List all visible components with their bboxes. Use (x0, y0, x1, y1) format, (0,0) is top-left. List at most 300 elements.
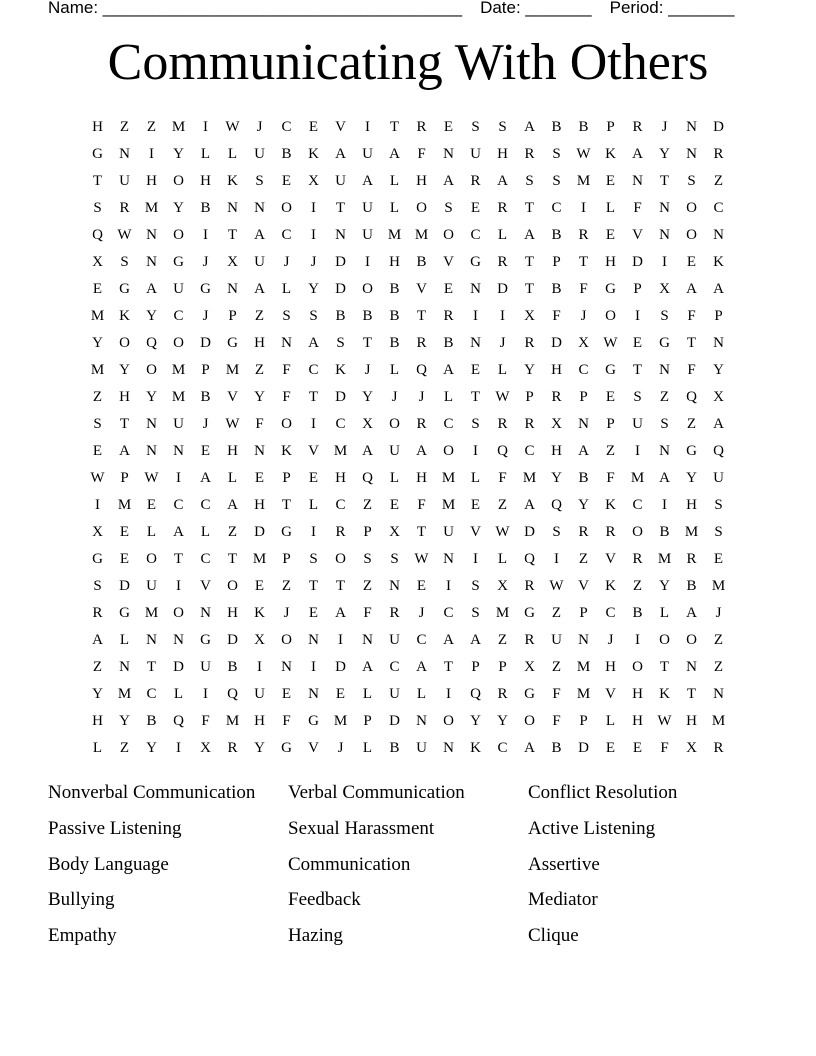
grid-letter[interactable]: B (659, 524, 670, 540)
grid-letter[interactable]: I (365, 254, 370, 270)
grid-letter[interactable]: X (551, 416, 562, 432)
grid-letter[interactable]: A (686, 605, 697, 621)
grid-letter[interactable]: X (389, 524, 400, 540)
grid-letter[interactable]: N (713, 227, 724, 243)
grid-letter[interactable]: Z (227, 524, 238, 540)
grid-letter[interactable]: F (282, 713, 291, 729)
grid-letter[interactable]: L (227, 146, 238, 162)
grid-letter[interactable]: I (635, 308, 640, 324)
grid-letter[interactable]: H (389, 254, 400, 270)
grid-letter[interactable]: Q (92, 227, 103, 243)
grid-letter[interactable]: A (416, 443, 427, 459)
grid-letter[interactable]: B (362, 308, 373, 324)
grid-letter[interactable]: I (473, 308, 478, 324)
grid-letter[interactable]: A (578, 443, 589, 459)
grid-letter[interactable]: O (686, 200, 697, 216)
grid-letter[interactable]: F (579, 281, 588, 297)
grid-letter[interactable]: N (119, 659, 130, 675)
grid-letter[interactable]: H (119, 389, 130, 405)
grid-letter[interactable]: A (254, 281, 265, 297)
grid-letter[interactable]: R (686, 551, 697, 567)
grid-letter[interactable]: E (443, 281, 454, 297)
grid-letter[interactable]: J (364, 362, 371, 378)
grid-letter[interactable]: N (146, 254, 157, 270)
grid-letter[interactable]: B (389, 335, 400, 351)
grid-letter[interactable]: E (632, 335, 643, 351)
grid-letter[interactable]: B (389, 308, 400, 324)
grid-letter[interactable]: G (686, 443, 697, 459)
grid-letter[interactable]: O (443, 443, 454, 459)
grid-letter[interactable]: G (173, 254, 184, 270)
grid-letter[interactable]: N (470, 335, 481, 351)
grid-letter[interactable]: M (144, 605, 159, 621)
grid-letter[interactable]: N (281, 335, 292, 351)
grid-letter[interactable]: A (308, 335, 319, 351)
grid-letter[interactable]: V (308, 740, 319, 756)
grid-letter[interactable]: L (389, 173, 400, 189)
grid-letter[interactable]: B (200, 389, 211, 405)
grid-letter[interactable]: U (146, 578, 157, 594)
grid-letter[interactable]: B (578, 119, 589, 135)
grid-letter[interactable]: W (657, 713, 672, 729)
grid-letter[interactable]: M (711, 713, 726, 729)
grid-letter[interactable]: O (362, 281, 373, 297)
grid-letter[interactable]: B (146, 713, 157, 729)
grid-letter[interactable]: D (713, 119, 724, 135)
grid-letter[interactable]: X (713, 389, 724, 405)
grid-letter[interactable]: P (471, 659, 480, 675)
grid-letter[interactable]: M (117, 497, 132, 513)
grid-letter[interactable]: H (551, 362, 562, 378)
grid-letter[interactable]: T (686, 335, 697, 351)
grid-letter[interactable]: B (281, 146, 292, 162)
grid-letter[interactable]: E (281, 173, 292, 189)
grid-letter[interactable]: F (201, 713, 210, 729)
grid-letter[interactable]: T (659, 173, 670, 189)
grid-letter[interactable]: L (605, 713, 616, 729)
grid-letter[interactable]: M (225, 713, 240, 729)
grid-letter[interactable]: C (389, 659, 400, 675)
grid-letter[interactable]: A (335, 605, 346, 621)
grid-letter[interactable]: D (200, 335, 211, 351)
grid-letter[interactable]: L (227, 470, 238, 486)
grid-letter[interactable]: E (443, 119, 454, 135)
grid-letter[interactable]: V (470, 524, 481, 540)
grid-letter[interactable]: C (335, 497, 346, 513)
grid-letter[interactable]: G (119, 605, 130, 621)
period-field[interactable]: Period: _______ (609, 0, 735, 17)
grid-letter[interactable]: H (254, 713, 265, 729)
grid-letter[interactable]: T (119, 416, 130, 432)
grid-letter[interactable]: C (308, 362, 319, 378)
grid-letter[interactable]: B (416, 254, 427, 270)
grid-letter[interactable]: J (283, 605, 290, 621)
grid-letter[interactable]: N (443, 146, 454, 162)
grid-letter[interactable]: H (497, 146, 508, 162)
grid-letter[interactable]: D (389, 713, 400, 729)
grid-letter[interactable]: K (659, 686, 670, 702)
grid-letter[interactable]: B (551, 281, 562, 297)
grid-letter[interactable]: P (498, 659, 507, 675)
grid-letter[interactable]: M (441, 497, 456, 513)
grid-letter[interactable]: S (255, 173, 264, 189)
grid-letter[interactable]: O (227, 578, 238, 594)
grid-letter[interactable]: L (200, 524, 211, 540)
grid-letter[interactable]: T (632, 362, 643, 378)
grid-letter[interactable]: T (686, 686, 697, 702)
grid-letter[interactable]: E (146, 497, 157, 513)
grid-letter[interactable]: C (524, 443, 535, 459)
grid-letter[interactable]: E (605, 227, 616, 243)
grid-letter[interactable]: Y (119, 362, 130, 378)
grid-letter[interactable]: N (254, 443, 265, 459)
grid-letter[interactable]: U (389, 632, 400, 648)
grid-letter[interactable]: T (470, 389, 481, 405)
grid-letter[interactable]: I (500, 308, 505, 324)
grid-letter[interactable]: H (146, 173, 157, 189)
grid-letter[interactable]: O (524, 713, 535, 729)
grid-letter[interactable]: P (120, 470, 129, 486)
grid-letter[interactable]: Y (146, 389, 157, 405)
grid-letter[interactable]: F (552, 686, 561, 702)
grid-letter[interactable]: M (576, 686, 591, 702)
grid-letter[interactable]: G (92, 551, 103, 567)
grid-letter[interactable]: A (389, 146, 400, 162)
grid-letter[interactable]: L (416, 686, 427, 702)
grid-letter[interactable]: D (335, 659, 346, 675)
grid-letter[interactable]: K (281, 443, 292, 459)
grid-letter[interactable]: T (92, 173, 103, 189)
grid-letter[interactable]: L (119, 632, 130, 648)
grid-letter[interactable]: F (417, 146, 426, 162)
grid-letter[interactable]: Q (173, 713, 184, 729)
grid-letter[interactable]: V (605, 551, 616, 567)
grid-letter[interactable]: G (605, 281, 616, 297)
grid-letter[interactable]: M (522, 470, 537, 486)
grid-letter[interactable]: O (632, 659, 643, 675)
grid-letter[interactable]: L (200, 146, 211, 162)
grid-letter[interactable]: W (576, 146, 591, 162)
grid-letter[interactable]: J (202, 416, 209, 432)
grid-letter[interactable]: I (311, 200, 316, 216)
grid-letter[interactable]: M (90, 362, 105, 378)
grid-letter[interactable]: P (579, 605, 588, 621)
grid-letter[interactable]: Q (524, 551, 535, 567)
grid-letter[interactable]: S (120, 254, 129, 270)
grid-letter[interactable]: R (497, 686, 508, 702)
grid-letter[interactable]: H (254, 497, 265, 513)
grid-letter[interactable]: R (578, 227, 589, 243)
grid-letter[interactable]: E (119, 551, 130, 567)
grid-letter[interactable]: J (391, 389, 398, 405)
grid-letter[interactable]: A (362, 443, 373, 459)
grid-letter[interactable]: Q (227, 686, 238, 702)
grid-letter[interactable]: X (524, 308, 535, 324)
grid-letter[interactable]: N (335, 227, 346, 243)
grid-letter[interactable]: V (605, 686, 616, 702)
grid-letter[interactable]: Y (713, 362, 724, 378)
grid-letter[interactable]: A (632, 146, 643, 162)
grid-letter[interactable]: E (308, 605, 319, 621)
grid-letter[interactable]: U (254, 686, 265, 702)
grid-letter[interactable]: N (389, 578, 400, 594)
grid-letter[interactable]: N (281, 659, 292, 675)
grid-letter[interactable]: Y (497, 713, 508, 729)
grid-letter[interactable]: R (416, 335, 427, 351)
grid-letter[interactable]: B (335, 308, 346, 324)
grid-letter[interactable]: H (227, 605, 238, 621)
grid-letter[interactable]: E (281, 686, 292, 702)
grid-letter[interactable]: H (416, 470, 427, 486)
grid-letter[interactable]: C (551, 200, 562, 216)
grid-letter[interactable]: C (443, 416, 454, 432)
grid-letter[interactable]: N (686, 659, 697, 675)
grid-letter[interactable]: D (524, 524, 535, 540)
grid-letter[interactable]: M (495, 605, 510, 621)
grid-letter[interactable]: L (389, 362, 400, 378)
grid-letter[interactable]: Z (632, 578, 643, 594)
grid-letter[interactable]: U (119, 173, 130, 189)
grid-letter[interactable]: A (92, 632, 103, 648)
grid-letter[interactable]: M (333, 713, 348, 729)
grid-letter[interactable]: U (173, 281, 184, 297)
grid-letter[interactable]: P (552, 254, 561, 270)
grid-letter[interactable]: Y (659, 146, 670, 162)
grid-letter[interactable]: H (605, 659, 616, 675)
grid-letter[interactable]: C (146, 686, 157, 702)
grid-letter[interactable]: S (660, 308, 669, 324)
grid-letter[interactable]: U (362, 146, 373, 162)
grid-letter[interactable]: G (524, 686, 535, 702)
grid-letter[interactable]: Z (659, 389, 670, 405)
grid-letter[interactable]: I (176, 740, 181, 756)
grid-letter[interactable]: P (363, 713, 372, 729)
grid-letter[interactable]: Z (497, 497, 508, 513)
grid-letter[interactable]: K (605, 578, 616, 594)
grid-letter[interactable]: L (92, 740, 103, 756)
grid-letter[interactable]: F (552, 713, 561, 729)
grid-letter[interactable]: K (335, 362, 346, 378)
grid-letter[interactable]: B (551, 740, 562, 756)
grid-letter[interactable]: Q (362, 470, 373, 486)
grid-letter[interactable]: A (713, 416, 724, 432)
grid-letter[interactable]: R (92, 605, 103, 621)
grid-letter[interactable]: S (552, 173, 561, 189)
grid-letter[interactable]: W (225, 119, 240, 135)
grid-letter[interactable]: I (176, 470, 181, 486)
grid-letter[interactable]: M (171, 389, 186, 405)
grid-letter[interactable]: J (661, 119, 668, 135)
grid-letter[interactable]: G (281, 740, 292, 756)
grid-letter[interactable]: I (311, 416, 316, 432)
grid-letter[interactable]: M (171, 362, 186, 378)
grid-letter[interactable]: I (257, 659, 262, 675)
grid-letter[interactable]: V (416, 281, 427, 297)
grid-letter[interactable]: B (551, 119, 562, 135)
grid-letter[interactable]: J (418, 389, 425, 405)
grid-letter[interactable]: M (90, 308, 105, 324)
grid-letter[interactable]: O (686, 227, 697, 243)
grid-letter[interactable]: Y (92, 686, 103, 702)
grid-letter[interactable]: V (632, 227, 643, 243)
grid-letter[interactable]: N (713, 335, 724, 351)
grid-letter[interactable]: Y (578, 497, 589, 513)
grid-letter[interactable]: V (227, 389, 238, 405)
grid-letter[interactable]: I (95, 497, 100, 513)
grid-letter[interactable]: H (335, 470, 346, 486)
grid-letter[interactable]: Y (92, 335, 103, 351)
grid-letter[interactable]: U (551, 632, 562, 648)
grid-letter[interactable]: H (551, 443, 562, 459)
grid-letter[interactable]: U (389, 686, 400, 702)
grid-letter[interactable]: P (606, 119, 615, 135)
grid-letter[interactable]: F (417, 497, 426, 513)
grid-letter[interactable]: F (606, 470, 615, 486)
grid-letter[interactable]: O (173, 227, 184, 243)
grid-letter[interactable]: G (227, 335, 238, 351)
grid-letter[interactable]: E (470, 200, 481, 216)
grid-letter[interactable]: X (200, 740, 211, 756)
grid-letter[interactable]: M (117, 686, 132, 702)
grid-letter[interactable]: Y (686, 470, 697, 486)
grid-letter[interactable]: S (336, 335, 345, 351)
grid-letter[interactable]: C (713, 200, 724, 216)
grid-letter[interactable]: T (281, 497, 292, 513)
grid-letter[interactable]: E (605, 389, 616, 405)
grid-letter[interactable]: F (282, 362, 291, 378)
grid-letter[interactable]: E (308, 119, 319, 135)
grid-letter[interactable]: Z (686, 416, 697, 432)
grid-letter[interactable]: A (254, 227, 265, 243)
grid-letter[interactable]: S (660, 416, 669, 432)
grid-letter[interactable]: Q (686, 389, 697, 405)
grid-letter[interactable]: C (497, 740, 508, 756)
grid-letter[interactable]: D (227, 632, 238, 648)
grid-letter[interactable]: O (119, 335, 130, 351)
grid-letter[interactable]: J (580, 308, 587, 324)
grid-letter[interactable]: S (714, 524, 723, 540)
grid-letter[interactable]: N (632, 173, 643, 189)
grid-letter[interactable]: A (524, 227, 535, 243)
grid-letter[interactable]: Y (254, 389, 265, 405)
grid-letter[interactable]: N (686, 146, 697, 162)
grid-letter[interactable]: C (281, 227, 292, 243)
grid-letter[interactable]: E (470, 362, 481, 378)
grid-letter[interactable]: U (200, 659, 211, 675)
grid-letter[interactable]: R (443, 308, 454, 324)
grid-letter[interactable]: Y (551, 470, 562, 486)
grid-letter[interactable]: O (173, 605, 184, 621)
grid-letter[interactable]: H (632, 713, 643, 729)
grid-letter[interactable]: I (446, 578, 451, 594)
grid-letter[interactable]: N (173, 632, 184, 648)
grid-letter[interactable]: P (633, 281, 642, 297)
grid-letter[interactable]: K (119, 308, 130, 324)
grid-letter[interactable]: O (659, 632, 670, 648)
grid-letter[interactable]: Z (254, 362, 265, 378)
grid-letter[interactable]: P (201, 362, 210, 378)
grid-letter[interactable]: D (578, 740, 589, 756)
grid-letter[interactable]: C (200, 497, 211, 513)
grid-letter[interactable]: Q (470, 686, 481, 702)
grid-letter[interactable]: U (362, 227, 373, 243)
name-field[interactable]: Name: ______________________________________ (48, 0, 463, 17)
grid-letter[interactable]: A (443, 632, 454, 648)
grid-letter[interactable]: H (227, 443, 238, 459)
grid-letter[interactable]: H (254, 335, 265, 351)
grid-letter[interactable]: S (498, 119, 507, 135)
grid-letter[interactable]: Q (713, 443, 724, 459)
grid-letter[interactable]: H (92, 713, 103, 729)
grid-letter[interactable]: F (282, 389, 291, 405)
grid-letter[interactable]: G (659, 335, 670, 351)
grid-letter[interactable]: T (389, 119, 400, 135)
grid-letter[interactable]: X (308, 173, 319, 189)
grid-letter[interactable]: U (632, 416, 643, 432)
grid-letter[interactable]: R (632, 551, 643, 567)
grid-letter[interactable]: F (687, 362, 696, 378)
grid-letter[interactable]: W (549, 578, 564, 594)
grid-letter[interactable]: W (90, 470, 105, 486)
grid-letter[interactable]: U (470, 146, 481, 162)
grid-letter[interactable]: O (389, 416, 400, 432)
grid-letter[interactable]: Z (92, 659, 103, 675)
grid-letter[interactable]: P (228, 308, 237, 324)
grid-letter[interactable]: S (390, 551, 399, 567)
grid-letter[interactable]: U (173, 416, 184, 432)
grid-letter[interactable]: N (443, 740, 454, 756)
grid-letter[interactable]: B (443, 335, 454, 351)
grid-letter[interactable]: G (92, 146, 103, 162)
grid-letter[interactable]: F (660, 740, 669, 756)
grid-letter[interactable]: A (362, 173, 373, 189)
grid-letter[interactable]: X (524, 659, 535, 675)
grid-letter[interactable]: V (200, 578, 211, 594)
grid-letter[interactable]: X (362, 416, 373, 432)
grid-letter[interactable]: B (200, 200, 211, 216)
grid-letter[interactable]: R (551, 389, 562, 405)
grid-letter[interactable]: R (416, 119, 427, 135)
grid-letter[interactable]: Z (497, 632, 508, 648)
grid-letter[interactable]: K (605, 146, 616, 162)
grid-letter[interactable]: R (497, 416, 508, 432)
grid-letter[interactable]: R (119, 200, 130, 216)
grid-letter[interactable]: P (282, 470, 291, 486)
grid-letter[interactable]: T (146, 659, 157, 675)
grid-letter[interactable]: M (252, 551, 267, 567)
grid-letter[interactable]: U (389, 443, 400, 459)
grid-letter[interactable]: E (308, 470, 319, 486)
grid-letter[interactable]: O (335, 551, 346, 567)
grid-letter[interactable]: A (443, 173, 454, 189)
grid-letter[interactable]: I (149, 146, 154, 162)
grid-letter[interactable]: W (495, 524, 510, 540)
grid-letter[interactable]: I (635, 443, 640, 459)
grid-letter[interactable]: O (281, 200, 292, 216)
grid-letter[interactable]: S (525, 173, 534, 189)
grid-letter[interactable]: R (524, 578, 535, 594)
grid-letter[interactable]: H (605, 254, 616, 270)
grid-letter[interactable]: T (308, 389, 319, 405)
grid-letter[interactable]: U (416, 740, 427, 756)
grid-letter[interactable]: I (203, 119, 208, 135)
grid-letter[interactable]: L (173, 686, 184, 702)
grid-letter[interactable]: T (443, 659, 454, 675)
grid-letter[interactable]: Q (551, 497, 562, 513)
grid-letter[interactable]: W (495, 389, 510, 405)
grid-letter[interactable]: T (335, 578, 346, 594)
grid-letter[interactable]: S (552, 524, 561, 540)
